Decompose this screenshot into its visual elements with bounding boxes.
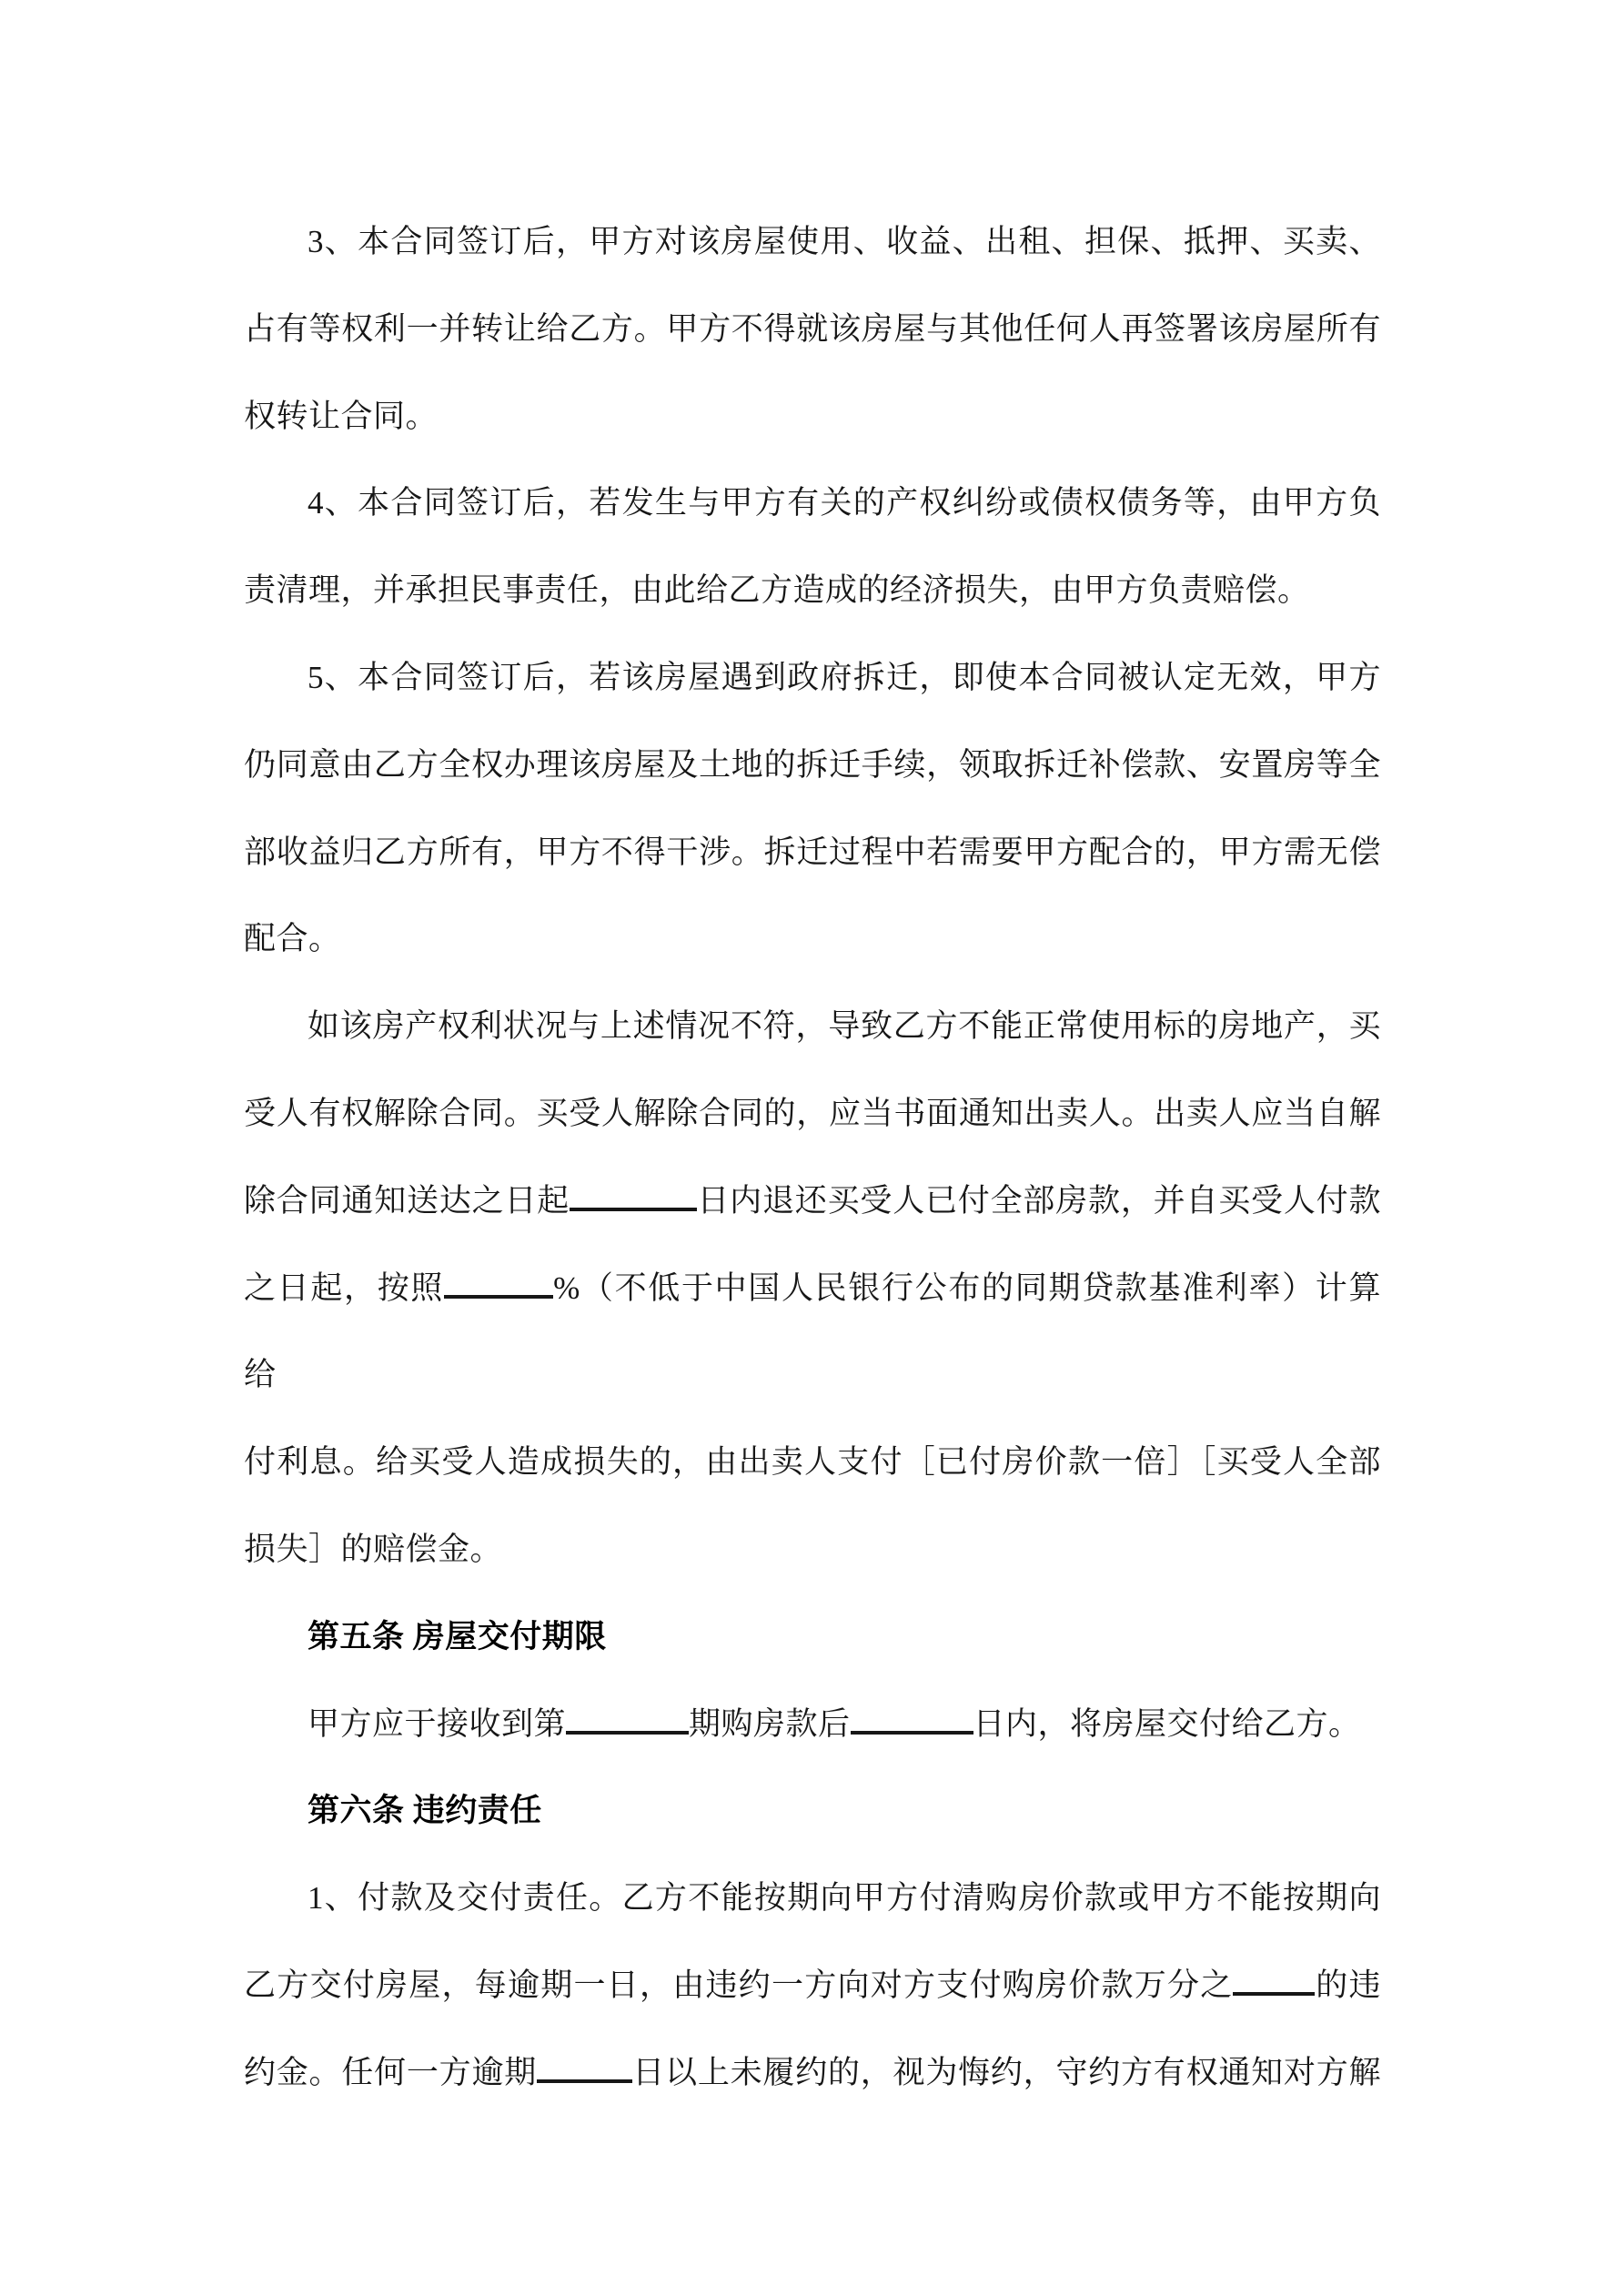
section-heading-article-6: 第六条 违约责任 — [308, 1793, 542, 1829]
text-segment: 日内，将房屋交付给乙方。 — [973, 1705, 1361, 1742]
rescission-para-line-5: 付利息。给买受人造成损失的，由出卖人支付［已付房价款一倍］［买受人全部 — [244, 1444, 1381, 1481]
fill-in-blank-interest-rate — [444, 1265, 553, 1298]
section-heading-article-5: 第五条 房屋交付期限 — [308, 1618, 607, 1654]
text-segment: 乙方交付房屋，每逾期一日，由违约一方向对方支付购房价款万分之 — [244, 1967, 1234, 2003]
text-segment: %（不低于中国人民银行公布的同期贷款基准利率）计算给 — [244, 1269, 1381, 1393]
text-segment: 甲方应于接收到第 — [308, 1705, 567, 1742]
clause-5-line-3: 部收益归乙方所有，甲方不得干涉。拆迁过程中若需要甲方配合的，甲方需无偿 — [244, 834, 1381, 870]
breach-clause-line-3 — [244, 2029, 1381, 2117]
rescission-para-line-4 — [244, 1245, 1381, 1420]
clause-4-line-1: 4、本合同签订后，若发生与甲方有关的产权纠纷或债权债务等，由甲方负 — [308, 485, 1381, 521]
fill-in-blank-days-refund — [570, 1178, 697, 1211]
text-segment: 期购房款后 — [689, 1705, 851, 1742]
article-5-body-line — [244, 1681, 1381, 1768]
fill-in-blank-penalty-rate — [1233, 1963, 1315, 1996]
fill-in-blank-overdue-days — [537, 2050, 632, 2083]
text-segment: 日内退还买受人已付全部房款，并自买受人付款 — [697, 1182, 1381, 1219]
contract-text-block — [244, 198, 1381, 2117]
rescission-para-line-6: 损失］的赔偿金。 — [244, 1531, 503, 1567]
text-segment: 日以上未履约的，视为悔约，守约方有权通知对方解 — [632, 2054, 1381, 2090]
rescission-para-line-2: 受人有权解除合同。买受人解除合同的，应当书面通知出卖人。出卖人应当自解 — [244, 1095, 1381, 1131]
fill-in-blank-delivery-days — [851, 1701, 973, 1734]
fill-in-blank-installment-number — [566, 1701, 689, 1734]
text-segment: 的违 — [1315, 1967, 1381, 2003]
breach-clause-line-2 — [244, 1942, 1381, 2029]
rescission-para-line-1: 如该房产权利状况与上述情况不符，导致乙方不能正常使用标的房地产，买 — [308, 1008, 1381, 1045]
clause-4-line-2: 责清理，并承担民事责任，由此给乙方造成的经济损失，由甲方负责赔偿。 — [244, 572, 1310, 609]
clause-3-line-1: 3、本合同签订后，甲方对该房屋使用、收益、出租、担保、抵押、买卖、 — [308, 224, 1381, 259]
clause-3-line-2: 占有等权利一并转让给乙方。甲方不得就该房屋与其他任何人再签署该房屋所有 — [244, 310, 1381, 347]
clause-5-line-2: 仍同意由乙方全权办理该房屋及土地的拆迁手续，领取拆迁补偿款、安置房等全 — [244, 746, 1381, 783]
rescission-para-line-3 — [244, 1158, 1381, 1245]
clause-3-line-3: 权转让合同。 — [244, 398, 439, 434]
clause-5-line-1: 5、本合同签订后，若该房屋遇到政府拆迁，即使本合同被认定无效，甲方 — [308, 659, 1381, 695]
breach-clause-line-1: 1、付款及交付责任。乙方不能按期向甲方付清购房价款或甲方不能按期向 — [308, 1880, 1381, 1917]
clause-5-line-4: 配合。 — [244, 921, 341, 957]
text-segment: 约金。任何一方逾期 — [244, 2054, 538, 2090]
text-segment: 之日起，按照 — [244, 1269, 445, 1306]
text-segment: 除合同通知送达之日起 — [244, 1182, 570, 1219]
